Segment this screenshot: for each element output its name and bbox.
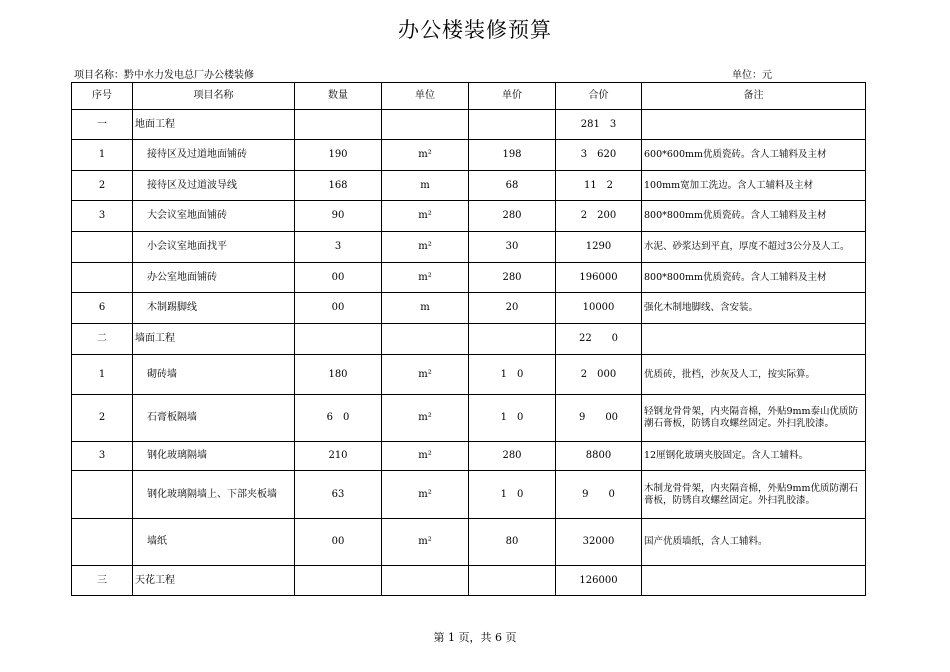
cell-no: 2 bbox=[72, 395, 133, 442]
cell-price: 280 bbox=[469, 442, 556, 471]
table-row bbox=[72, 171, 866, 201]
table-row bbox=[72, 232, 866, 263]
cell-price: 20 bbox=[469, 293, 556, 324]
cell-unit: m bbox=[382, 171, 469, 201]
table-row bbox=[72, 395, 866, 442]
header-price: 单价 bbox=[469, 83, 556, 110]
cell-price bbox=[469, 566, 556, 596]
cell-note: 600*600mm优质瓷砖。含人工辅料及主材 bbox=[642, 140, 866, 171]
cell-note: 800*800mm优质瓷砖。含人工辅料及主材 bbox=[642, 201, 866, 232]
table-row bbox=[72, 293, 866, 324]
cell-name: 钢化玻璃隔墙 bbox=[133, 442, 295, 471]
cell-note: 木制龙骨骨架，内夹隔音棉，外贴9mm优质防潮石膏板，防锈自攻螺丝固定。外扫乳胶漆。 bbox=[642, 471, 866, 519]
cell-name: 墙纸 bbox=[133, 519, 295, 566]
cell-price: 68 bbox=[469, 171, 556, 201]
cell-note: 优质砖，批档，沙灰及人工，按实际算。 bbox=[642, 355, 866, 395]
cell-no: 一 bbox=[72, 110, 133, 140]
cell-total: 9 00 bbox=[556, 395, 642, 442]
cell-total: 8800 bbox=[556, 442, 642, 471]
cell-no: 1 bbox=[72, 140, 133, 171]
cell-name: 天花工程 bbox=[133, 566, 295, 596]
cell-unit: m² bbox=[382, 263, 469, 293]
cell-qty: 3 bbox=[295, 232, 382, 263]
cell-no: 3 bbox=[72, 201, 133, 232]
cell-total: 3 620 bbox=[556, 140, 642, 171]
cell-name: 钢化玻璃隔墙上、下部夹板墙 bbox=[133, 471, 295, 519]
cell-note bbox=[642, 110, 866, 140]
cell-total: 196000 bbox=[556, 263, 642, 293]
cell-qty bbox=[295, 566, 382, 596]
table-row bbox=[72, 140, 866, 171]
cell-total: 2 000 bbox=[556, 355, 642, 395]
cell-total: 22 0 bbox=[556, 324, 642, 355]
cell-unit: m² bbox=[382, 519, 469, 566]
cell-note: 800*800mm优质瓷砖。含人工辅料及主材 bbox=[642, 263, 866, 293]
cell-qty: 90 bbox=[295, 201, 382, 232]
cell-name: 木制踢脚线 bbox=[133, 293, 295, 324]
table-row bbox=[72, 201, 866, 232]
currency-unit: 单位：元 bbox=[732, 70, 772, 81]
cell-price bbox=[469, 110, 556, 140]
cell-no: 二 bbox=[72, 324, 133, 355]
cell-note: 强化木制地脚线、含安装。 bbox=[642, 293, 866, 324]
cell-no bbox=[72, 471, 133, 519]
section-row bbox=[72, 110, 866, 140]
cell-unit: m² bbox=[382, 395, 469, 442]
cell-unit: m² bbox=[382, 201, 469, 232]
section-row bbox=[72, 324, 866, 355]
cell-price: 80 bbox=[469, 519, 556, 566]
cell-price: 280 bbox=[469, 263, 556, 293]
header-qty: 数量 bbox=[295, 83, 382, 110]
header-name: 项目名称 bbox=[133, 83, 295, 110]
cell-unit: m² bbox=[382, 471, 469, 519]
table-row bbox=[72, 519, 866, 566]
header-unit: 单位 bbox=[382, 83, 469, 110]
cell-qty: 6 0 bbox=[295, 395, 382, 442]
header-note: 备注 bbox=[642, 83, 866, 110]
cell-unit bbox=[382, 566, 469, 596]
cell-total: 9 0 bbox=[556, 471, 642, 519]
cell-no bbox=[72, 263, 133, 293]
cell-no: 三 bbox=[72, 566, 133, 596]
cell-qty: 00 bbox=[295, 293, 382, 324]
header-total: 合价 bbox=[556, 83, 642, 110]
table-row bbox=[72, 471, 866, 519]
cell-price: 30 bbox=[469, 232, 556, 263]
cell-total: 32000 bbox=[556, 519, 642, 566]
cell-no: 1 bbox=[72, 355, 133, 395]
cell-name: 石膏板隔墙 bbox=[133, 395, 295, 442]
cell-name: 墙面工程 bbox=[133, 324, 295, 355]
cell-note: 12厘钢化玻璃夹胶固定。含人工辅料。 bbox=[642, 442, 866, 471]
cell-name: 大会议室地面铺砖 bbox=[133, 201, 295, 232]
cell-qty: 168 bbox=[295, 171, 382, 201]
cell-qty: 00 bbox=[295, 519, 382, 566]
cell-no: 2 bbox=[72, 171, 133, 201]
cell-price: 1 0 bbox=[469, 395, 556, 442]
cell-name: 接待区及过道地面铺砖 bbox=[133, 140, 295, 171]
cell-name: 小会议室地面找平 bbox=[133, 232, 295, 263]
budget-table bbox=[71, 82, 866, 596]
cell-no bbox=[72, 232, 133, 263]
cell-unit: m² bbox=[382, 442, 469, 471]
cell-name: 办公室地面铺砖 bbox=[133, 263, 295, 293]
cell-unit bbox=[382, 324, 469, 355]
cell-unit: m² bbox=[382, 355, 469, 395]
cell-price: 198 bbox=[469, 140, 556, 171]
cell-qty: 180 bbox=[295, 355, 382, 395]
cell-qty bbox=[295, 110, 382, 140]
cell-unit: m² bbox=[382, 232, 469, 263]
cell-total: 2 200 bbox=[556, 201, 642, 232]
cell-qty: 63 bbox=[295, 471, 382, 519]
cell-name: 砌砖墙 bbox=[133, 355, 295, 395]
cell-unit: m² bbox=[382, 140, 469, 171]
table-row bbox=[72, 263, 866, 293]
header-no: 序号 bbox=[72, 83, 133, 110]
section-row bbox=[72, 566, 866, 596]
cell-no: 3 bbox=[72, 442, 133, 471]
cell-unit: m bbox=[382, 293, 469, 324]
page-title: 办公楼装修预算 bbox=[398, 18, 552, 42]
cell-unit bbox=[382, 110, 469, 140]
cell-note bbox=[642, 566, 866, 596]
cell-note: 国产优质墙纸，含人工辅料。 bbox=[642, 519, 866, 566]
cell-note: 轻钢龙骨骨架，内夹隔音棉，外贴9mm泰山优质防潮石膏板，防锈自攻螺丝固定。外扫乳胶漆。 bbox=[642, 395, 866, 442]
cell-no bbox=[72, 519, 133, 566]
cell-price: 1 0 bbox=[469, 471, 556, 519]
cell-qty bbox=[295, 324, 382, 355]
cell-qty: 190 bbox=[295, 140, 382, 171]
cell-qty: 210 bbox=[295, 442, 382, 471]
page-number: 第 1 页，共 6 页 bbox=[433, 631, 517, 644]
cell-no: 6 bbox=[72, 293, 133, 324]
cell-total: 126000 bbox=[556, 566, 642, 596]
header-row bbox=[72, 83, 866, 110]
cell-note bbox=[642, 324, 866, 355]
cell-price bbox=[469, 324, 556, 355]
cell-note: 水泥、砂浆达到平直，厚度不超过3公分及人工。 bbox=[642, 232, 866, 263]
cell-name: 接待区及过道波导线 bbox=[133, 171, 295, 201]
cell-total: 281 3 bbox=[556, 110, 642, 140]
project-name: 项目名称：黔中水力发电总厂办公楼装修 bbox=[74, 70, 254, 81]
cell-total: 1290 bbox=[556, 232, 642, 263]
cell-qty: 00 bbox=[295, 263, 382, 293]
table-row bbox=[72, 355, 866, 395]
cell-price: 1 0 bbox=[469, 355, 556, 395]
cell-price: 280 bbox=[469, 201, 556, 232]
table-row bbox=[72, 442, 866, 471]
cell-total: 10000 bbox=[556, 293, 642, 324]
cell-name: 地面工程 bbox=[133, 110, 295, 140]
cell-note: 100mm宽加工洗边。含人工辅料及主材 bbox=[642, 171, 866, 201]
cell-total: 11 2 bbox=[556, 171, 642, 201]
